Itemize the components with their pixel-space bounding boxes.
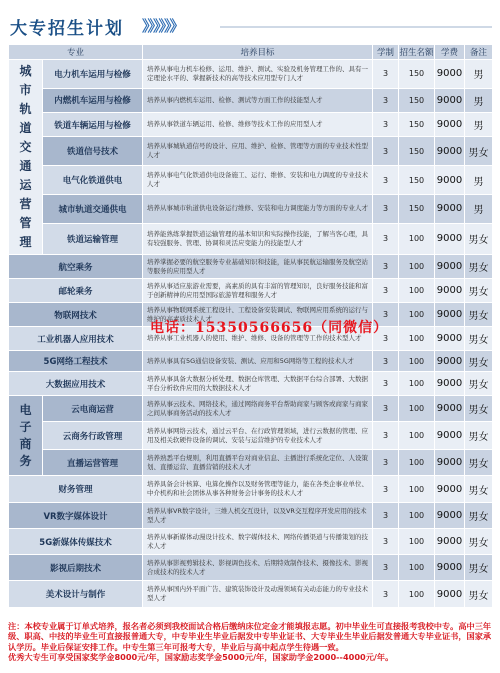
program-name: 邮轮乘务 — [9, 279, 143, 303]
program-years: 3 — [373, 555, 399, 581]
table-row — [9, 255, 493, 279]
program-quota: 100 — [399, 351, 435, 372]
program-gender: 男女 — [465, 327, 493, 351]
col-header-fee: 学费 — [435, 45, 465, 60]
program-quota: 100 — [399, 529, 435, 555]
program-goal: 培养从事网络云技术，通过云平台、在行政管理领域，进行云数据的管理、应用及相关软硬件设备的调试、安装与运营维护的专业技术人才 — [143, 422, 373, 450]
table-row — [9, 88, 493, 112]
program-fee: 9000 — [435, 194, 465, 223]
program-years: 3 — [373, 529, 399, 555]
program-goal: 培养熟悉平台规则，利用直播平台对商业信息、主播进行系统化定位、人设策划、直播运营、直播营销的技术人才 — [143, 450, 373, 476]
program-fee: 9000 — [435, 372, 465, 396]
program-years: 3 — [373, 113, 399, 137]
program-quota: 150 — [399, 88, 435, 112]
program-quota: 100 — [399, 581, 435, 608]
program-quota: 100 — [399, 223, 435, 254]
chevron-decoration-icon: 》》》》》》 — [142, 17, 183, 35]
program-gender: 男女 — [465, 476, 493, 503]
table-row — [9, 279, 493, 303]
program-fee: 9000 — [435, 503, 465, 529]
program-goal: 培养从事城轨道信号的设计、应用、维护、检修、管理等方面的专业技术性型人才 — [143, 137, 373, 166]
table-row — [9, 113, 493, 137]
program-quota: 150 — [399, 166, 435, 195]
program-name: 物联网技术 — [9, 303, 143, 327]
program-gender: 男女 — [465, 450, 493, 476]
program-name: 5G网络工程技术 — [9, 351, 143, 372]
program-name: 云商务行政管理 — [43, 422, 143, 450]
phone-overlay: 电话：15350566656（同微信） — [150, 320, 389, 336]
program-quota: 100 — [399, 327, 435, 351]
program-quota: 100 — [399, 555, 435, 581]
program-gender: 男女 — [465, 279, 493, 303]
program-quota: 150 — [399, 194, 435, 223]
program-fee: 9000 — [435, 303, 465, 327]
table-row — [9, 503, 493, 529]
table-row — [9, 351, 493, 372]
program-fee: 9000 — [435, 422, 465, 450]
col-header-goal: 培养目标 — [143, 45, 373, 60]
program-name: 航空乘务 — [9, 255, 143, 279]
program-goal: 培养从事具有5G通信设备安装、测试、应用和5G网络等工程的技术人才 — [143, 351, 373, 372]
program-name: 财务管理 — [9, 476, 143, 503]
table-row — [9, 422, 493, 450]
program-goal: 培养从事铁道车辆运用、检修、维修等技术工作的应用型人才 — [143, 113, 373, 137]
program-fee: 9000 — [435, 450, 465, 476]
table-row — [9, 372, 493, 396]
program-goal: 培养从事具备大数据分析处理、数据仓库管理、大数据平台综合部署、大数据平台分析软件应用的大数据技术人才 — [143, 372, 373, 396]
program-gender: 男女 — [465, 581, 493, 608]
program-years: 3 — [373, 351, 399, 372]
program-fee: 9000 — [435, 351, 465, 372]
table-row — [9, 529, 493, 555]
program-fee: 9000 — [435, 396, 465, 422]
program-gender: 男 — [465, 194, 493, 223]
program-years: 3 — [373, 327, 399, 351]
col-header-years: 学制 — [373, 45, 399, 60]
col-header-program: 专业 — [9, 45, 143, 60]
program-gender: 男女 — [465, 372, 493, 396]
program-name: 铁道车辆运用与检修 — [43, 113, 143, 137]
program-name: 电气化铁道供电 — [43, 166, 143, 195]
program-goal: 培养从事新媒体动漫设计技术、数字媒体技术、网络传播渠道与传播策划的技术人才 — [143, 529, 373, 555]
program-name: 影视后期技术 — [9, 555, 143, 581]
program-gender: 男女 — [465, 303, 493, 327]
notes-line-2: 优秀大专生可享受国家奖学金8000元/年，国家励志奖学金5000元/年，国家助学金2000--4000元/年。 — [8, 651, 394, 662]
program-name: 电力机车运用与检修 — [43, 60, 143, 89]
program-years: 3 — [373, 137, 399, 166]
table-row — [9, 555, 493, 581]
table-row — [9, 194, 493, 223]
program-name: 城市轨道交通供电 — [43, 194, 143, 223]
program-goal: 培养从事电力机车检修、运用、维护、测试、实验及机务管理工作的、具有一定理论水平的、掌握新技术的高等技术应用型专门人才 — [143, 60, 373, 89]
program-goal: 培养能熟练掌握铁道运输管理的基本知识和实际操作技能，了解当客心理，具有较强服务、管理、协调和灵活应变能力的技能型人才 — [143, 223, 373, 254]
program-fee: 9000 — [435, 223, 465, 254]
program-years: 3 — [373, 303, 399, 327]
program-quota: 100 — [399, 303, 435, 327]
table-row — [9, 137, 493, 166]
program-gender: 男女 — [465, 396, 493, 422]
program-years: 3 — [373, 88, 399, 112]
program-years: 3 — [373, 372, 399, 396]
program-years: 3 — [373, 194, 399, 223]
program-fee: 9000 — [435, 166, 465, 195]
program-goal: 培养从事城市轨道供电设备运行维修、安装和电力调度能力等方面的专业人才 — [143, 194, 373, 223]
table-row — [9, 60, 493, 89]
program-gender: 男女 — [465, 255, 493, 279]
program-quota: 100 — [399, 422, 435, 450]
program-gender: 男 — [465, 88, 493, 112]
program-goal: 培养从事电气化铁道供电设备施工、运行、维修、安装和电力调度的专业技术人才 — [143, 166, 373, 195]
program-fee: 9000 — [435, 113, 465, 137]
program-quota: 150 — [399, 137, 435, 166]
notes-block — [8, 621, 492, 662]
program-name: 云电商运营 — [43, 396, 143, 422]
program-name: 内燃机车运用与检修 — [43, 88, 143, 112]
program-goal: 培养从事国内外平面广告、建筑装饰设计及动漫领域有关动态能力的专业技术型人才 — [143, 581, 373, 608]
program-fee: 9000 — [435, 60, 465, 89]
col-header-note: 备注 — [465, 45, 493, 60]
program-goal: 培养具备会计核算、电算化操作以及财务管理等能力，能在各类企事业单位、中介机构和社会团体从事各种财务会计事务的技术人才 — [143, 476, 373, 503]
program-years: 3 — [373, 223, 399, 254]
program-name: 直播运营管理 — [43, 450, 143, 476]
program-years: 3 — [373, 476, 399, 503]
program-gender: 男女 — [465, 529, 493, 555]
program-fee: 9000 — [435, 255, 465, 279]
program-goal: 培养从事VR数字设计，三维人机交互设计，以及VR交互程序开发应用的技术型人才 — [143, 503, 373, 529]
program-years: 3 — [373, 581, 399, 608]
program-fee: 9000 — [435, 529, 465, 555]
table-row — [9, 450, 493, 476]
page-title: 大专招生计划 — [10, 19, 124, 39]
program-quota: 150 — [399, 60, 435, 89]
program-fee: 9000 — [435, 327, 465, 351]
table-header-row — [9, 45, 493, 60]
program-quota: 100 — [399, 396, 435, 422]
table-row — [9, 166, 493, 195]
table-row — [9, 581, 493, 608]
program-fee: 9000 — [435, 279, 465, 303]
program-name: 大数据应用技术 — [9, 372, 143, 396]
program-gender: 男 — [465, 60, 493, 89]
program-goal: 培养掌握必要的航空服务专业基础知识和技能，能从事民航运输服务及航空站等服务的应用型人才 — [143, 255, 373, 279]
program-name: 工业机器人应用技术 — [9, 327, 143, 351]
page-header — [0, 0, 500, 44]
program-quota: 100 — [399, 279, 435, 303]
program-quota: 100 — [399, 476, 435, 503]
program-years: 3 — [373, 450, 399, 476]
program-fee: 9000 — [435, 555, 465, 581]
category-rail: 城市轨道交通运营管理 — [9, 60, 43, 255]
program-goal: 培养从事适应旅游业需要，高素质的具有丰富的管理知识，良好服务技能和富于创新精神的应用型国际旅游管理和服务人才 — [143, 279, 373, 303]
program-goal: 培养从事工业机器人的使用、维护、维修、设备的管理等工作的技术型人才 — [143, 327, 373, 351]
program-years: 3 — [373, 396, 399, 422]
table-row — [9, 223, 493, 254]
program-years: 3 — [373, 279, 399, 303]
program-gender: 男女 — [465, 223, 493, 254]
program-goal: 培养从事云技术、网络技术，通过网络商务平台帮助商家与顾客或商家与商家之间从事商务活动的技术人才 — [143, 396, 373, 422]
program-goal: 培养从事内燃机车运用、检修、测试等方面工作的技能型人才 — [143, 88, 373, 112]
program-gender: 男女 — [465, 503, 493, 529]
header-divider — [220, 26, 492, 28]
col-header-quota: 招生名额 — [399, 45, 435, 60]
program-name: 5G新媒体传媒技术 — [9, 529, 143, 555]
program-gender: 男女 — [465, 351, 493, 372]
program-goal: 培养从事物联网系统工程设计、工程设备安装调试、物联网应用系统的运行与维护的高素质技术人才 — [143, 303, 373, 327]
program-gender: 男女 — [465, 137, 493, 166]
notes-line-1: 注：本校专业属于订单式培养，报名者必须到我校面试合格后缴纳床位定金才能填报志愿。初中毕业生可直接报考我校中专。高中三年级、职高、中技的毕业生可直接报普通大专，中专毕业生毕业后据发中专毕业证书、大专毕业生毕业后据发普通大专毕业证书，国家承认学历。毕业后保证安排工作。中专生第三年可报考大专，毕业后与高中起点学生待遇一致。 — [8, 621, 492, 652]
table-row — [9, 476, 493, 503]
table-row — [9, 396, 493, 422]
program-fee: 9000 — [435, 581, 465, 608]
program-name: 铁道运输管理 — [43, 223, 143, 254]
program-gender: 男女 — [465, 555, 493, 581]
program-years: 3 — [373, 422, 399, 450]
program-years: 3 — [373, 503, 399, 529]
program-gender: 男 — [465, 166, 493, 195]
program-years: 3 — [373, 166, 399, 195]
program-years: 3 — [373, 60, 399, 89]
program-quota: 150 — [399, 113, 435, 137]
program-quota: 100 — [399, 503, 435, 529]
program-name: 铁道信号技术 — [43, 137, 143, 166]
program-quota: 100 — [399, 372, 435, 396]
program-years: 3 — [373, 255, 399, 279]
program-gender: 男 — [465, 113, 493, 137]
program-goal: 培养从事影视剪辑技术、影视调色技术、后期特效制作技术、摄像技术、影视合成技术的技术人才 — [143, 555, 373, 581]
program-fee: 9000 — [435, 88, 465, 112]
program-gender: 男女 — [465, 422, 493, 450]
category-ecommerce: 电子商务 — [9, 396, 43, 476]
program-quota: 100 — [399, 450, 435, 476]
program-name: VR数字媒体设计 — [9, 503, 143, 529]
program-quota: 100 — [399, 255, 435, 279]
program-fee: 9000 — [435, 476, 465, 503]
program-fee: 9000 — [435, 137, 465, 166]
program-name: 美术设计与制作 — [9, 581, 143, 608]
